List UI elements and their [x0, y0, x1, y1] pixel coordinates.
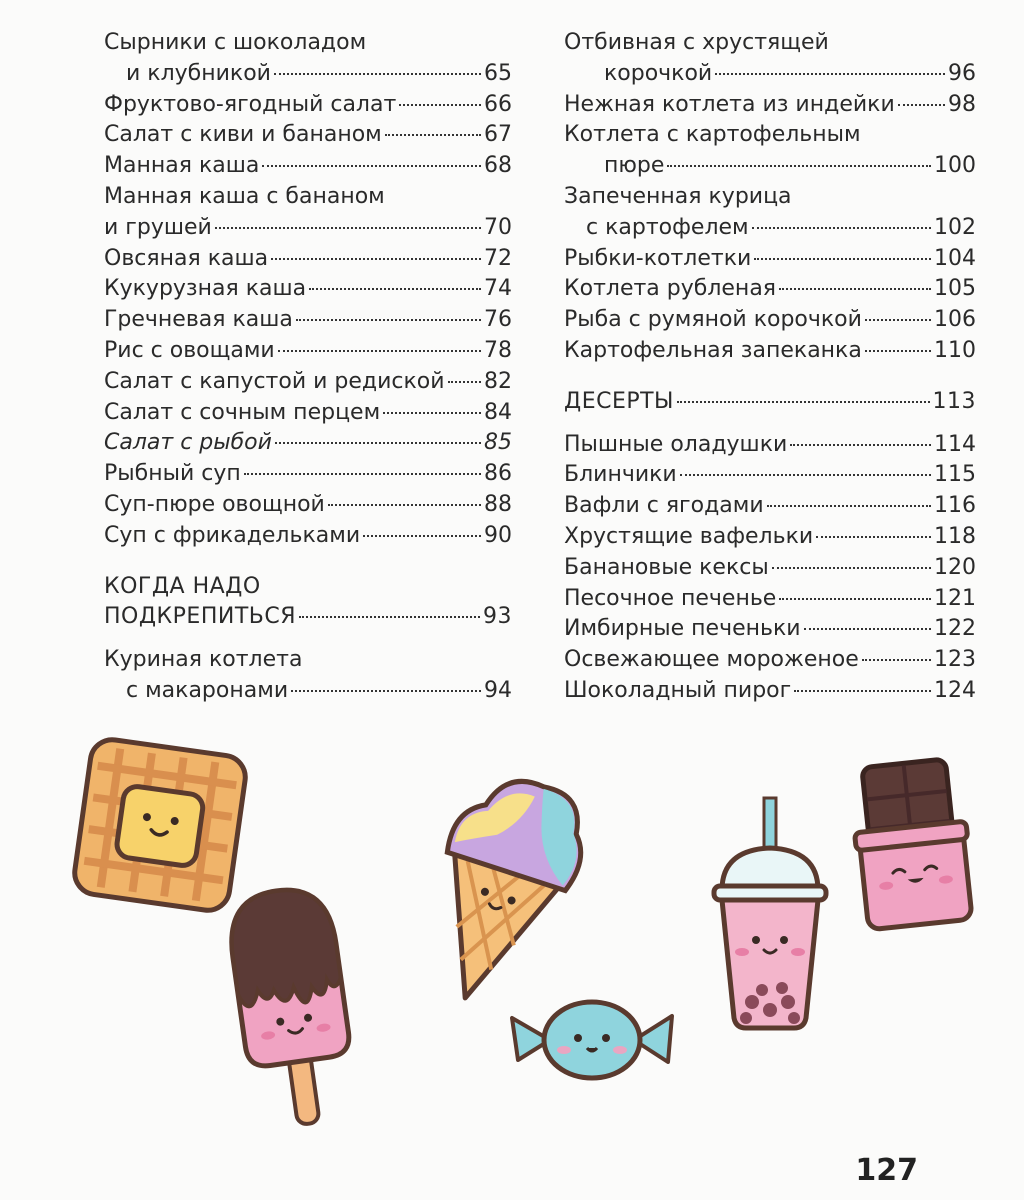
- toc-entry-title: Рыбный суп: [104, 461, 241, 487]
- toc-entry: [564, 336, 976, 367]
- toc-entry-title: Отбивная с хрустящей: [564, 30, 829, 55]
- toc-page-number: 110: [934, 337, 976, 363]
- toc-entry: [564, 676, 976, 707]
- toc-page-number: 121: [934, 585, 976, 611]
- toc-entry: [564, 182, 976, 244]
- toc-entry: [104, 336, 512, 367]
- toc-entry-title: КОГДА НАДО: [104, 573, 261, 599]
- toc-entry: [564, 90, 976, 121]
- toc-column-left: [104, 28, 512, 707]
- toc-entry: [564, 28, 976, 90]
- toc-entry-title: Нежная котлета из индейки: [564, 91, 895, 117]
- dessert-illustrations: [0, 730, 1024, 1140]
- toc-leader-dots: [271, 258, 481, 260]
- toc-page-number: 78: [484, 337, 512, 363]
- toc-entry-title: Суп-пюре овощной: [104, 491, 325, 517]
- toc-entry-title: ДЕСЕРТЫ: [564, 388, 674, 414]
- toc-leader-dots: [296, 319, 481, 321]
- toc-entry-title: Манная каша: [104, 153, 260, 179]
- toc-page-number: 94: [484, 677, 512, 703]
- toc-section-heading: [104, 572, 512, 634]
- toc-entry-title: Гречневая каша: [104, 307, 293, 333]
- toc-page-number: 105: [934, 276, 976, 302]
- toc-entry: [104, 490, 512, 521]
- toc-page-number: 102: [934, 214, 976, 240]
- toc-entry: [104, 521, 512, 552]
- toc-leader-dots: [309, 288, 481, 290]
- toc-entry: [104, 244, 512, 275]
- toc-page-number: 100: [934, 153, 976, 179]
- toc-entry-title: Салат с сочным перцем: [104, 399, 381, 425]
- toc-entry-title: Манная каша с бананом: [104, 183, 385, 209]
- toc-entry: [104, 274, 512, 305]
- toc-entry-title: Картофельная запеканка: [564, 337, 862, 363]
- toc-entry-title: Суп с фрикадельками: [104, 522, 361, 548]
- toc-leader-dots: [752, 227, 931, 229]
- toc-entry-title: Овсяная каша: [104, 245, 269, 271]
- illustrations-svg: [0, 730, 1024, 1140]
- toc-entry-title: Песочное печенье: [564, 585, 777, 611]
- toc-leader-dots: [816, 536, 931, 538]
- ice-cream-cone-icon: [405, 764, 599, 1019]
- toc-page-number: 116: [934, 493, 976, 519]
- toc-leader-dots: [865, 319, 931, 321]
- toc-entry: [564, 584, 976, 615]
- toc-entry: [564, 614, 976, 645]
- toc-leader-dots: [779, 598, 931, 600]
- toc-entry-title: Куриная котлета: [104, 647, 303, 673]
- toc-entry: [104, 182, 512, 244]
- toc-page-number: 123: [934, 647, 976, 673]
- toc-entry-title: Рыбки-котлетки: [564, 245, 752, 271]
- toc-entry: [104, 305, 512, 336]
- toc-leader-dots: [215, 227, 481, 229]
- toc-leader-dots: [790, 444, 931, 446]
- toc-column-right: [564, 28, 976, 707]
- toc-entry-title: Шоколадный пирог: [564, 677, 792, 703]
- toc-entry-title: ПОДКРЕПИТЬСЯ: [104, 604, 297, 630]
- toc-entry-title: Салат с рыбой: [104, 430, 272, 456]
- bubble-tea-icon: [714, 798, 826, 1028]
- toc-entry-title: Рис с овощами: [104, 337, 275, 363]
- toc-section-heading: [564, 387, 976, 418]
- toc-leader-dots: [262, 165, 481, 167]
- toc-entry-title: Сырники с шоколадом: [104, 30, 367, 55]
- toc-entry: [104, 151, 512, 182]
- toc-page-number: 68: [484, 153, 512, 179]
- toc-leader-dots: [383, 412, 481, 414]
- toc-page-number: 98: [948, 91, 976, 117]
- toc-leader-dots: [299, 616, 480, 618]
- chocolate-bar-icon: [848, 757, 976, 930]
- toc-leader-dots: [767, 505, 931, 507]
- toc-entry: [564, 645, 976, 676]
- toc-leader-dots: [274, 73, 481, 75]
- toc-entry-title: Котлета с картофельным: [564, 122, 861, 148]
- toc-page-number: 114: [934, 431, 976, 457]
- toc-entry-title: Хрустящие вафельки: [564, 523, 814, 549]
- toc-entry: [564, 460, 976, 491]
- toc-entry-title: Салат с киви и бананом: [104, 122, 382, 148]
- toc-leader-dots: [291, 690, 481, 692]
- toc-entry-title: Пышные оладушки: [564, 431, 788, 457]
- toc-leader-dots: [779, 288, 931, 290]
- toc-entry: [104, 645, 512, 707]
- toc-entry: [104, 367, 512, 398]
- toc-entry: [104, 28, 512, 90]
- toc-entry: [564, 430, 976, 461]
- toc-entry: [564, 274, 976, 305]
- toc-leader-dots: [363, 535, 481, 537]
- toc-page-number: 88: [484, 491, 512, 517]
- toc-page-number: 124: [934, 677, 976, 703]
- toc-entry: [564, 305, 976, 336]
- toc-page-number: 115: [934, 462, 976, 488]
- toc-page-number: 67: [484, 122, 512, 148]
- toc-page-number: 90: [484, 522, 512, 548]
- toc-page-number: 70: [484, 214, 512, 240]
- toc-page-number: 65: [484, 60, 512, 86]
- toc-entry-title: Блинчики: [564, 462, 677, 488]
- toc-page-number: 104: [934, 245, 976, 271]
- toc-entry: [564, 553, 976, 584]
- toc-entry-title: и клубникой: [126, 60, 271, 86]
- toc-entry: [564, 522, 976, 553]
- toc-entry-title: корочкой: [604, 60, 713, 86]
- toc-leader-dots: [399, 104, 481, 106]
- toc-leader-dots: [754, 258, 931, 260]
- toc-leader-dots: [385, 134, 481, 136]
- toc-leader-dots: [244, 473, 481, 475]
- toc-page-number: 85: [484, 430, 512, 456]
- toc-page-number: 120: [934, 554, 976, 580]
- toc-entry-title: пюре: [604, 153, 665, 179]
- toc-entry-title: Котлета рубленая: [564, 276, 777, 302]
- toc-entry: [564, 491, 976, 522]
- toc-entry-title: с макаронами: [126, 677, 289, 703]
- toc-page-number: 122: [934, 616, 976, 642]
- toc-entry: [104, 459, 512, 490]
- page-number: 127: [855, 1153, 918, 1188]
- waffle-icon: [72, 737, 248, 913]
- popsicle-icon: [225, 884, 361, 1131]
- toc-entry: [104, 120, 512, 151]
- toc-leader-dots: [667, 165, 931, 167]
- toc-entry-title: Рыба с румяной корочкой: [564, 307, 862, 333]
- toc-page-number: 118: [934, 523, 976, 549]
- toc-leader-dots: [677, 401, 930, 403]
- toc-page-number: 84: [484, 399, 512, 425]
- toc-page-number: 86: [484, 461, 512, 487]
- toc-entry-title: и грушей: [104, 214, 212, 240]
- toc-leader-dots: [275, 442, 481, 444]
- toc-leader-dots: [278, 350, 481, 352]
- toc-page-number: 66: [484, 91, 512, 117]
- toc-entry: [104, 90, 512, 121]
- toc-leader-dots: [772, 567, 931, 569]
- toc-entry: [564, 244, 976, 275]
- toc-leader-dots: [328, 504, 481, 506]
- toc-entry: [564, 120, 976, 182]
- toc-entry-title: Запеченная курица: [564, 183, 792, 209]
- toc-leader-dots: [794, 690, 931, 692]
- toc-page-number: 72: [484, 245, 512, 271]
- toc-entry-title: Банановые кексы: [564, 554, 769, 580]
- toc-leader-dots: [865, 350, 931, 352]
- toc-page-number: 96: [948, 60, 976, 86]
- toc-leader-dots: [898, 104, 945, 106]
- toc-leader-dots: [804, 628, 931, 630]
- toc-entry-title: Кукурузная каша: [104, 276, 307, 302]
- toc-entry-title: Освежающее мороженое: [564, 647, 859, 673]
- toc-leader-dots: [448, 381, 481, 383]
- toc-entry: [104, 398, 512, 429]
- toc-page-number: 93: [483, 604, 512, 630]
- toc-entry-title: Имбирные печеньки: [564, 616, 801, 642]
- toc-page-number: 113: [932, 388, 976, 414]
- toc-leader-dots: [680, 474, 931, 476]
- toc-leader-dots: [862, 659, 931, 661]
- toc-entry-title: с картофелем: [586, 214, 749, 240]
- toc-entry: [104, 428, 512, 459]
- toc-page-number: 76: [484, 307, 512, 333]
- toc-page-number: 82: [484, 368, 512, 394]
- toc-entry-title: Вафли с ягодами: [564, 493, 764, 519]
- toc-leader-dots: [715, 73, 945, 75]
- toc-entry-title: Фруктово-ягодный салат: [104, 91, 397, 117]
- toc-page-number: 74: [484, 276, 512, 302]
- candy-icon: [512, 1002, 672, 1078]
- toc-entry-title: Салат с капустой и редиской: [104, 368, 445, 394]
- toc-page-number: 106: [934, 307, 976, 333]
